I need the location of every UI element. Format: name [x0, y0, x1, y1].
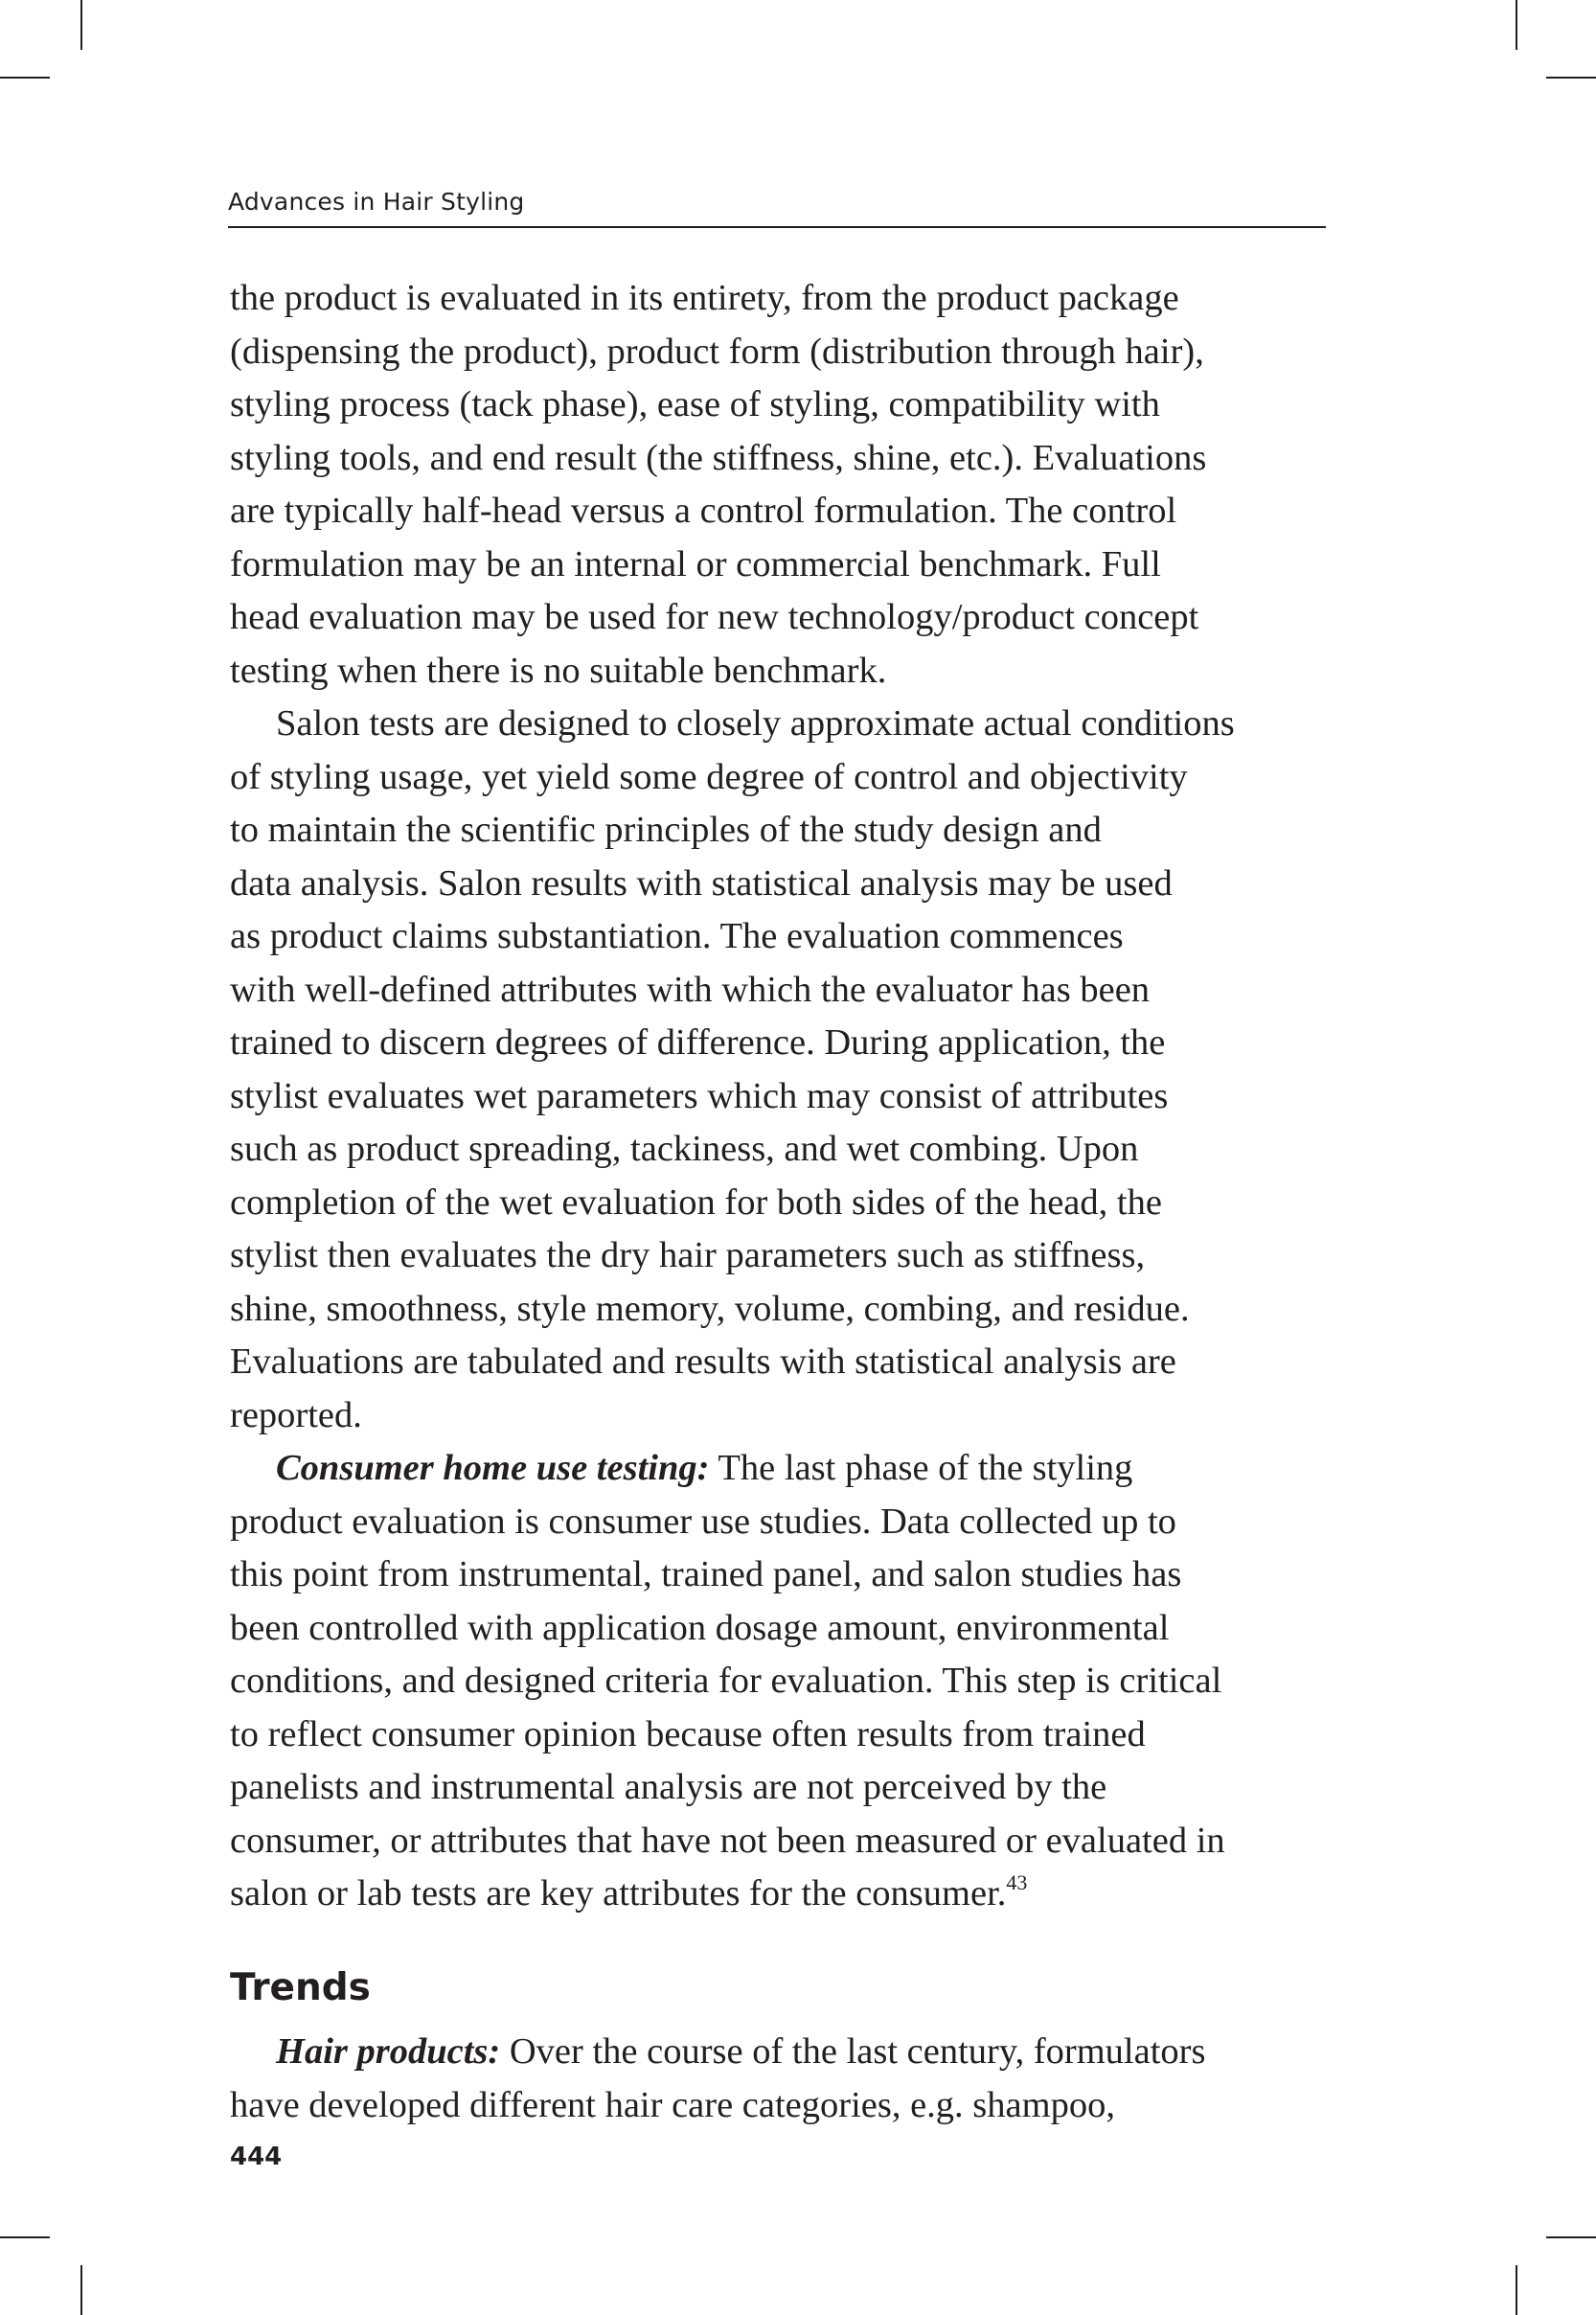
text-line: the product is evaluated in its entirety, from the product package [230, 278, 1179, 318]
text-line: testing when there is no suitable benchmark. [230, 650, 887, 691]
text-line: such as product spreading, tackiness, and wet combing. Upon [230, 1129, 1139, 1169]
paragraph-1 [230, 272, 1322, 698]
page-number: 444 [230, 2143, 283, 2171]
crop-mark-bottom-right-h [1546, 2236, 1596, 2238]
crop-mark-bottom-left [80, 2265, 82, 2315]
paragraph-2 [230, 698, 1322, 1442]
text-line: product evaluation is consumer use studies. Data collected up to [230, 1501, 1176, 1542]
run-in-heading: Hair products: [276, 2031, 501, 2072]
crop-mark-top-left [80, 0, 82, 50]
footnote-reference[interactable]: 43 [1006, 1870, 1028, 1894]
text-fragment: The last phase of the styling [709, 1448, 1133, 1488]
text-line: trained to discern degrees of difference. During application, the [230, 1022, 1166, 1063]
crop-mark-bottom-left-h [0, 2236, 50, 2238]
text-line [230, 1442, 1322, 1496]
crop-mark-bottom-right [1516, 2265, 1517, 2315]
text-line: styling tools, and end result (the stiffness, shine, etc.). Evaluations [230, 437, 1207, 478]
text-line: stylist then evaluates the dry hair parameters such as stiffness, [230, 1235, 1146, 1275]
text-line: styling process (tack phase), ease of styling, compatibility with [230, 384, 1160, 424]
text-line: have developed different hair care categories, e.g. shampoo, [230, 2084, 1115, 2125]
text-line: Salon tests are designed to closely approximate actual conditions [276, 703, 1235, 744]
body-text [230, 272, 1322, 1921]
crop-mark-top-right-h [1546, 77, 1596, 79]
paragraph-3 [230, 1442, 1322, 1921]
crop-mark-top-left-h [0, 77, 50, 79]
text-line: of styling usage, yet yield some degree of control and objectivity [230, 756, 1188, 797]
text-line: are typically half-head versus a control formulation. The control [230, 491, 1177, 531]
text-line: conditions, and designed criteria for evaluation. This step is critical [230, 1661, 1222, 1701]
text-line: formulation may be an internal or commercial benchmark. Full [230, 543, 1161, 584]
text-fragment: salon or lab tests are key attributes for the consumer. [230, 1873, 1007, 1914]
text-line: this point from instrumental, trained panel, and salon studies has [230, 1554, 1182, 1594]
crop-mark-top-right [1516, 0, 1517, 50]
header-rule [228, 226, 1326, 228]
text-line: completion of the wet evaluation for both sides of the head, the [230, 1181, 1162, 1223]
text-line: to maintain the scientific principles of the study design and [230, 810, 1102, 850]
text-line: data analysis. Salon results with statistical analysis may be used [230, 862, 1173, 904]
running-header: Advances in Hair Styling [228, 188, 525, 216]
text-line: head evaluation may be used for new technology/product concept [230, 597, 1199, 637]
section-body [230, 2026, 1322, 2132]
text-line: been controlled with application dosage amount, environmental [230, 1607, 1170, 1648]
text-line: with well-defined attributes with which the evaluator has been [230, 969, 1151, 1010]
text-line: as product claims substantiation. The evaluation commences [230, 916, 1124, 956]
text-line [230, 1868, 1322, 1921]
section-heading: Trends [230, 1966, 371, 2009]
text-line: reported. [230, 1394, 362, 1435]
paragraph-4 [230, 2026, 1322, 2132]
text-line: shine, smoothness, style memory, volume, combing, and residue. [230, 1288, 1190, 1329]
run-in-heading: Consumer home use testing: [276, 1448, 710, 1488]
text-line: to reflect consumer opinion because often results from trained [230, 1713, 1146, 1754]
text-line: Evaluations are tabulated and results with statistical analysis are [230, 1341, 1176, 1382]
text-line: (dispensing the product), product form (distribution through hair), [230, 331, 1204, 372]
text-line: consumer, or attributes that have not been measured or evaluated in [230, 1820, 1225, 1861]
text-line: stylist evaluates wet parameters which may consist of attributes [230, 1075, 1169, 1116]
text-line: panelists and instrumental analysis are not perceived by the [230, 1767, 1107, 1807]
text-line [230, 2026, 1322, 2079]
text-fragment: Over the course of the last century, formulators [500, 2031, 1206, 2072]
